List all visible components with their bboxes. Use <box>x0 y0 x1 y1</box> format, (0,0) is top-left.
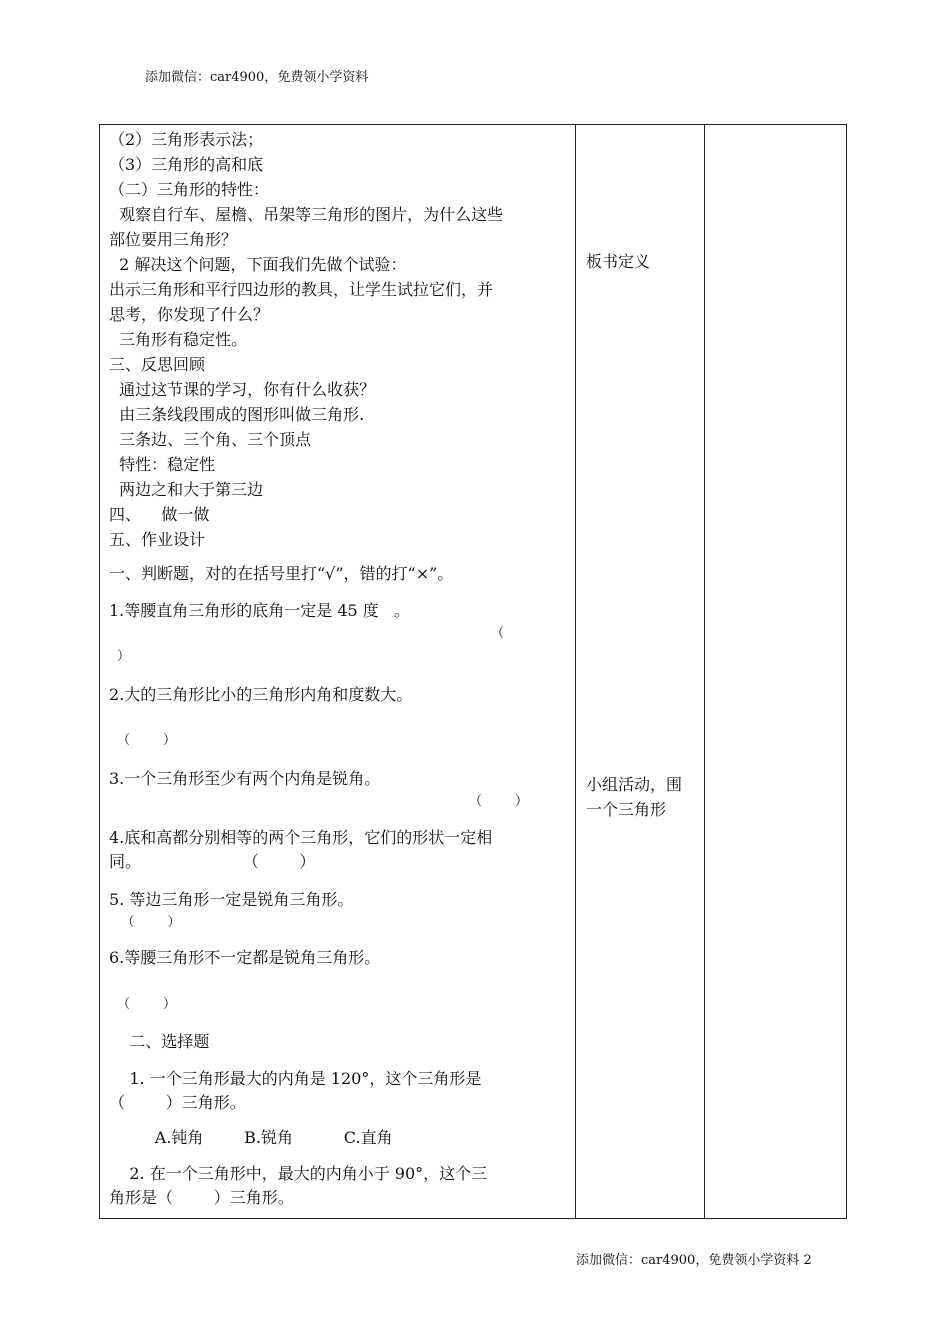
exercise-line: 6.等腰三角形不一定都是锐角三角形。 <box>109 948 381 967</box>
exercise-line: （ ） <box>109 915 181 930</box>
lesson-line: 通过这节课的学习，你有什么收获？ <box>109 380 376 399</box>
exercise-line: 4.底和高都分别相等的两个三角形，它们的形状一定相 <box>109 828 493 847</box>
lesson-line: （2）三角形表示法； <box>109 130 264 149</box>
note-line: 小组活动，围 <box>586 775 683 794</box>
exercise-line: 1. 一个三角形最大的内角是 120°，这个三角形是 <box>109 1069 482 1088</box>
lesson-line: 四、 做一做 <box>109 505 210 524</box>
note-group-activity <box>586 772 700 822</box>
exercise-line: 3.一个三角形至少有两个内角是锐角。 <box>109 769 381 788</box>
lesson-line: （二）三角形的特性： <box>109 180 270 199</box>
exercise-line: （ ）三角形。 <box>109 1093 246 1112</box>
lesson-line: 五、作业设计 <box>109 530 206 549</box>
lesson-table <box>99 124 847 1219</box>
column-divider-1 <box>575 125 576 1218</box>
exercise-line: 2.大的三角形比小的三角形内角和度数大。 <box>109 685 413 704</box>
lesson-line: 思考，你发现了什么？ <box>109 305 270 324</box>
header-text: 添加微信：car4900，免费领小学资料 <box>145 70 369 85</box>
lesson-line: 两边之和大于第三边 <box>109 480 264 499</box>
exercise-line: A.钝角 B.锐角 C.直角 <box>109 1128 393 1147</box>
lesson-line: 三角形有稳定性。 <box>109 330 248 349</box>
note-line: 板书定义 <box>586 252 651 271</box>
lesson-line: 特性：稳定性 <box>109 455 216 474</box>
exercise-line: 一、判断题，对的在括号里打“√”，错的打“×”。 <box>109 564 454 583</box>
exercise-line: ） <box>117 649 131 664</box>
exercise-line: 二、选择题 <box>109 1032 210 1051</box>
lesson-line: 出示三角形和平行四边形的教具，让学生试拉它们，并 <box>109 280 494 299</box>
lesson-line: （3）三角形的高和底 <box>109 155 264 174</box>
exercise-line: 2. 在一个三角形中，最大的内角小于 90°，这个三 <box>109 1164 488 1183</box>
exercise-line: （ ） <box>117 997 177 1012</box>
exercise-line: 1.等腰直角三角形的底角一定是 45 度 。 <box>109 601 411 620</box>
exercise-line: （ <box>491 626 505 641</box>
lesson-line: 2 解决这个问题，下面我们先做个试验： <box>109 255 407 274</box>
lesson-line: 部位要用三角形？ <box>109 230 238 249</box>
column-divider-2 <box>704 125 705 1218</box>
lesson-line: 观察自行车、屋檐、吊架等三角形的图片，为什么这些 <box>109 205 504 224</box>
lesson-line: 三条边、三个角、三个顶点 <box>109 430 312 449</box>
exercise-line: （ ） <box>117 733 177 748</box>
lesson-line: 三、反思回顾 <box>109 355 206 374</box>
exercise-section <box>109 125 569 1218</box>
note-board-definition <box>586 249 700 274</box>
exercise-line: 5. 等边三角形一定是锐角三角形。 <box>109 890 354 909</box>
note-line: 一个三角形 <box>586 800 667 819</box>
exercise-line: 角形是（ ）三角形。 <box>109 1188 294 1207</box>
exercise-line: （ ） <box>469 794 529 809</box>
footer-text: 添加微信：car4900，免费领小学资料 2 <box>576 1253 812 1268</box>
lesson-line: 由三条线段围成的图形叫做三角形. <box>109 405 365 424</box>
exercise-line: 同。 （ ） <box>109 852 316 871</box>
